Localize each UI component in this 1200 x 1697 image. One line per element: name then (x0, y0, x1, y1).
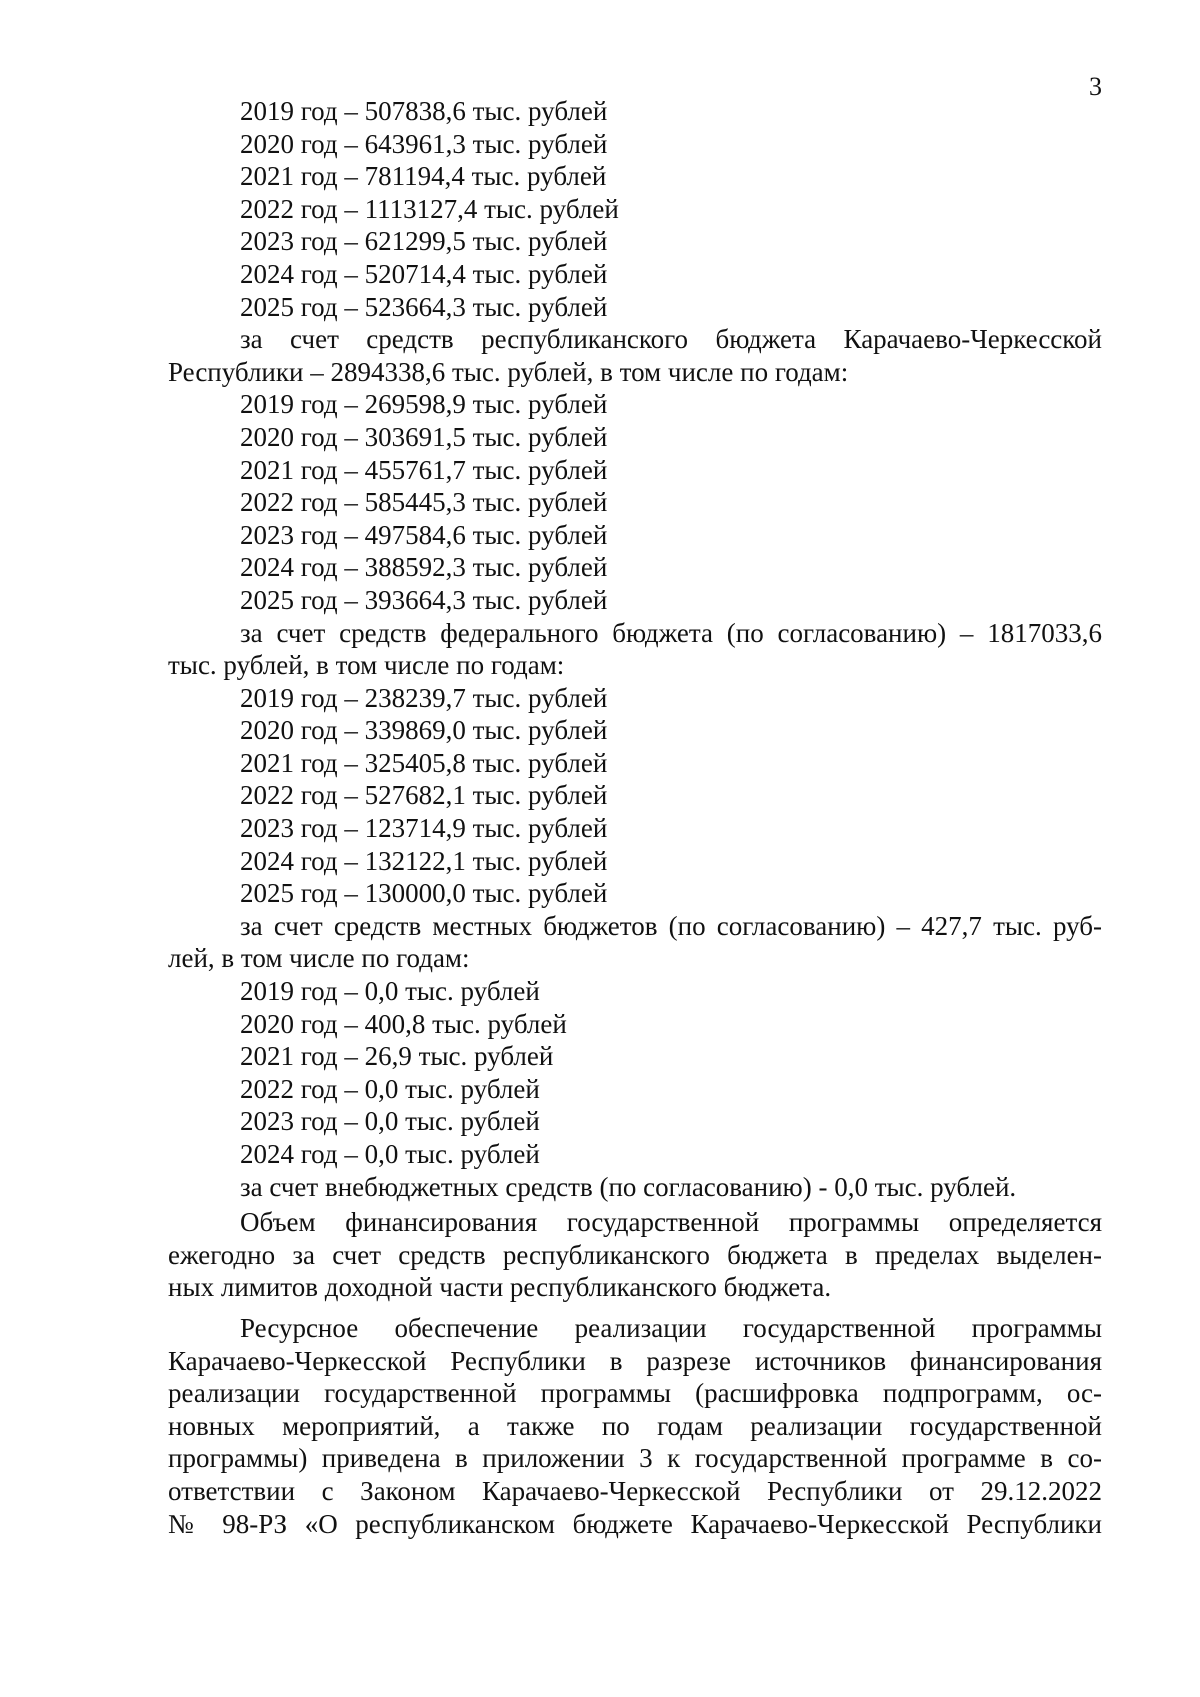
year-line: 2025 год – 393664,3 тыс. рублей (240, 584, 608, 615)
document-body (168, 95, 1102, 1540)
year-line: 2023 год – 0,0 тыс. рублей (240, 1106, 540, 1137)
year-line: 2022 год – 1113127,4 тыс. рублей (240, 193, 619, 224)
paragraph-line: за счет средств федерального бюджета (по согласованию) – 1817033,6 (240, 617, 1102, 648)
year-line: 2024 год – 520714,4 тыс. рублей (240, 258, 608, 289)
local-years-list (168, 975, 1102, 1171)
year-line: 2022 год – 585445,3 тыс. рублей (240, 487, 608, 518)
year-line: 2021 год – 781194,4 тыс. рублей (240, 161, 607, 192)
year-line: 2019 год – 0,0 тыс. рублей (240, 976, 540, 1007)
year-line: 2021 год – 26,9 тыс. рублей (240, 1041, 554, 1072)
year-line: 2023 год – 123714,9 тыс. рублей (240, 813, 608, 844)
federal-budget-intro (168, 617, 1102, 682)
resource-paragraph (168, 1312, 1102, 1540)
year-line: 2020 год – 400,8 тыс. рублей (240, 1008, 567, 1039)
paragraph-line: новных мероприятий, а также по годам реализации государственной (168, 1410, 1102, 1441)
paragraph-line: Республики – 2894338,6 тыс. рублей, в том числе по годам: (168, 356, 849, 387)
year-line: 2021 год – 325405,8 тыс. рублей (240, 747, 608, 778)
paragraph-line: тыс. рублей, в том числе по годам: (168, 650, 565, 681)
paragraph-line: ответствии с Законом Карачаево-Черкесской Республики от 29.12.2022 (168, 1475, 1102, 1506)
year-line: 2024 год – 388592,3 тыс. рублей (240, 552, 608, 583)
year-line: 2020 год – 303691,5 тыс. рублей (240, 421, 608, 452)
local-budget-intro (168, 910, 1102, 975)
paragraph-line: Ресурсное обеспечение реализации государственной программы (240, 1312, 1102, 1343)
year-line: 2022 год – 527682,1 тыс. рублей (240, 780, 608, 811)
paragraph-line: ежегодно за счет средств республиканского бюджета в пределах выделен- (168, 1239, 1102, 1270)
year-line: 2021 год – 455761,7 тыс. рублей (240, 454, 608, 485)
year-line: 2025 год – 523664,3 тыс. рублей (240, 291, 608, 322)
year-line: 2020 год – 643961,3 тыс. рублей (240, 128, 608, 159)
paragraph-line: ных лимитов доходной части республиканского бюджета. (168, 1272, 832, 1303)
year-line: 2025 год – 130000,0 тыс. рублей (240, 878, 608, 909)
year-line: 2019 год – 507838,6 тыс. рублей (240, 96, 608, 126)
paragraph-line: Карачаево-Черкесской Республики в разрезе источников финансирования (168, 1345, 1102, 1376)
year-line: 2023 год – 497584,6 тыс. рублей (240, 519, 608, 550)
year-line: 2024 год – 0,0 тыс. рублей (240, 1139, 540, 1169)
volume-paragraph (168, 1206, 1102, 1304)
year-line: 2024 год – 132122,1 тыс. рублей (240, 845, 608, 876)
year-line: 2019 год – 238239,7 тыс. рублей (240, 682, 608, 713)
year-line: 2022 год – 0,0 тыс. рублей (240, 1073, 540, 1104)
republican-years-list (168, 388, 1102, 616)
year-line: 2020 год – 339869,0 тыс. рублей (240, 715, 608, 746)
paragraph-line: программы) приведена в приложении 3 к государственной программе в со- (168, 1443, 1102, 1474)
year-line: 2023 год – 621299,5 тыс. рублей (240, 226, 608, 257)
paragraph-line: Объем финансирования государственной программы определяется (240, 1207, 1102, 1238)
republican-budget-intro (168, 323, 1102, 388)
total-years-list (168, 95, 1102, 323)
paragraph-line: за счет средств республиканского бюджета Карачаево-Черкесской (240, 324, 1102, 355)
federal-years-list (168, 682, 1102, 910)
paragraph-line: за счет средств местных бюджетов (по согласованию) – 427,7 тыс. руб- (240, 910, 1102, 941)
paragraph-line: № 98-РЗ «О республиканском бюджете Карачаево-Черкесской Республики (168, 1508, 1102, 1539)
year-line: 2019 год – 269598,9 тыс. рублей (240, 389, 608, 420)
extrabudget-line: за счет внебюджетных средств (по согласованию) - 0,0 тыс. рублей. (240, 1171, 1017, 1202)
page-number: 3 (1089, 72, 1102, 101)
paragraph-line: лей, в том числе по годам: (168, 943, 470, 974)
paragraph-line: реализации государственной программы (расшифровка подпрограмм, ос- (168, 1378, 1102, 1409)
